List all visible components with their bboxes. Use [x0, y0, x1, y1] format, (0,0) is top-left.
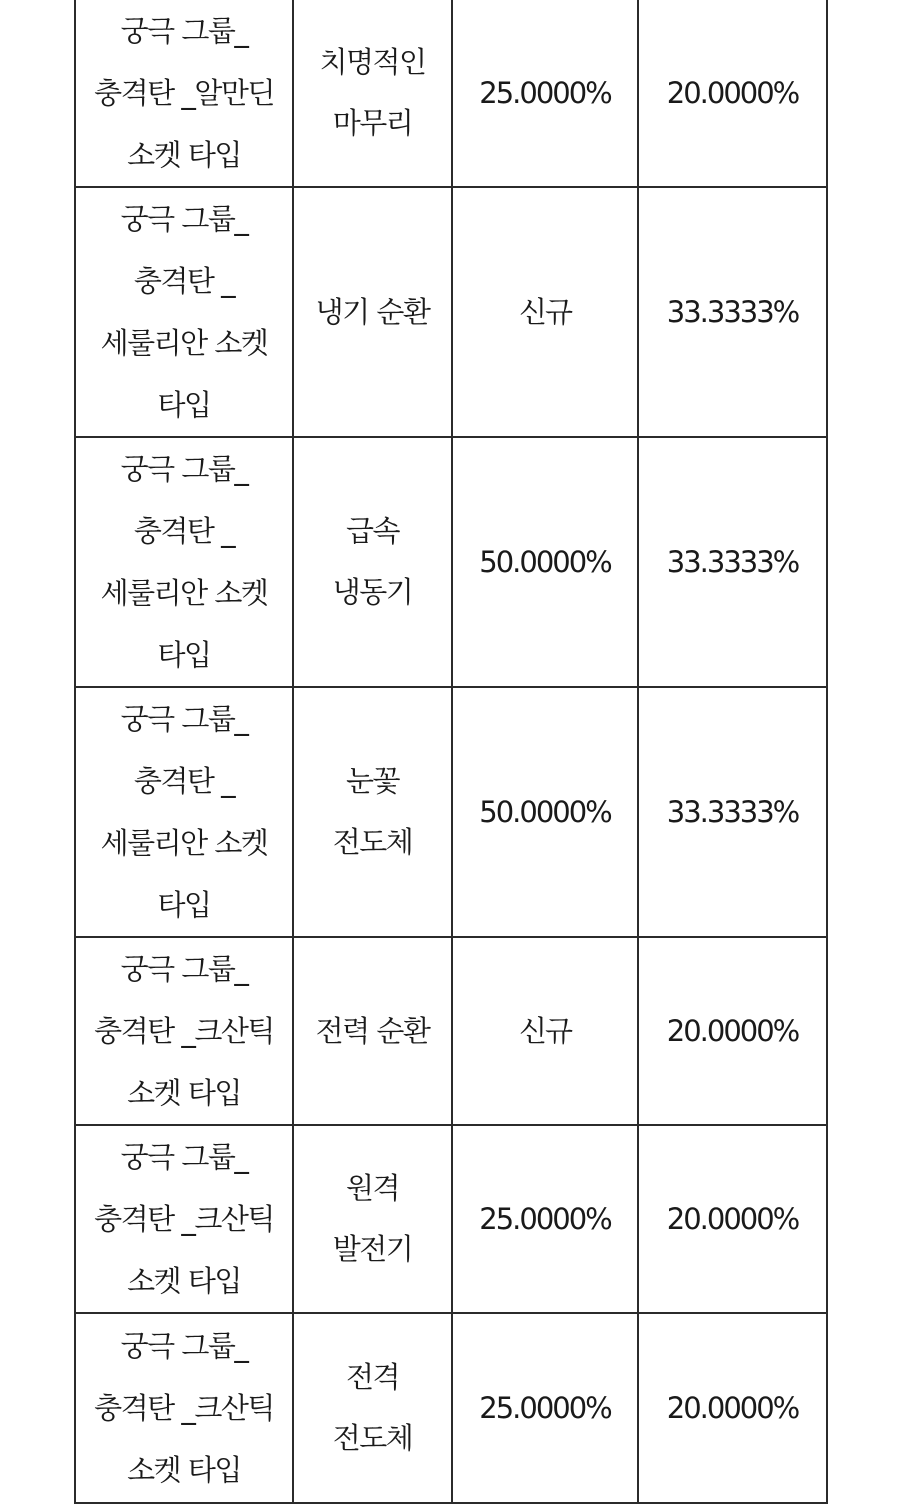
item-group-text: 궁극 그룹_ 충격탄 _알만딘 소켓 타입 [94, 14, 274, 172]
item-group-cell [75, 1125, 293, 1313]
table-row [75, 437, 827, 687]
option-name-cell [293, 937, 452, 1125]
item-group-text: 궁극 그룹_ 충격탄 _크산틱 소켓 타입 [94, 1329, 274, 1487]
probability-a-cell: 25.0000% [452, 0, 638, 187]
option-name-text: 급속 냉동기 [332, 514, 413, 609]
item-group-text: 궁극 그룹_ 충격탄 _크산틱 소켓 타입 [94, 1140, 274, 1298]
option-name-text: 냉기 순환 [315, 294, 430, 329]
probability-a-cell: 신규 [452, 937, 638, 1125]
option-name-cell [293, 1125, 452, 1313]
table-row [75, 937, 827, 1125]
option-name-text: 전격 전도체 [332, 1360, 413, 1455]
item-group-cell [75, 0, 293, 187]
probability-a-cell: 25.0000% [452, 1313, 638, 1503]
table-row [75, 1125, 827, 1313]
option-name-cell [293, 1313, 452, 1503]
item-group-cell [75, 187, 293, 437]
probability-table [74, 0, 828, 1504]
probability-b-cell: 20.0000% [638, 1125, 827, 1313]
probability-b-cell: 20.0000% [638, 937, 827, 1125]
probability-b-cell: 33.3333% [638, 437, 827, 687]
item-group-text: 궁극 그룹_ 충격탄 _크산틱 소켓 타입 [94, 952, 274, 1110]
option-name-text: 치명적인 마무리 [319, 45, 426, 140]
option-name-cell [293, 187, 452, 437]
probability-b-cell: 33.3333% [638, 687, 827, 937]
option-name-cell [293, 437, 452, 687]
item-group-cell [75, 1313, 293, 1503]
option-name-cell [293, 687, 452, 937]
option-name-text: 눈꽃 전도체 [332, 764, 413, 859]
option-name-cell [293, 0, 452, 187]
table-row [75, 687, 827, 937]
probability-b-cell: 20.0000% [638, 1313, 827, 1503]
item-group-cell [75, 437, 293, 687]
item-group-text: 궁극 그룹_ 충격탄 _ 세룰리안 소켓 타입 [100, 702, 268, 922]
item-group-cell [75, 687, 293, 937]
probability-b-cell: 20.0000% [638, 0, 827, 187]
item-group-text: 궁극 그룹_ 충격탄 _ 세룰리안 소켓 타입 [100, 452, 268, 672]
probability-a-cell: 신규 [452, 187, 638, 437]
probability-a-cell: 25.0000% [452, 1125, 638, 1313]
table-row [75, 1313, 827, 1503]
table-row [75, 187, 827, 437]
probability-b-cell: 33.3333% [638, 187, 827, 437]
table-row [75, 0, 827, 187]
option-name-text: 원격 발전기 [332, 1171, 413, 1266]
item-group-cell [75, 937, 293, 1125]
probability-a-cell: 50.0000% [452, 687, 638, 937]
probability-a-cell: 50.0000% [452, 437, 638, 687]
option-name-text: 전력 순환 [315, 1013, 430, 1048]
item-group-text: 궁극 그룹_ 충격탄 _ 세룰리안 소켓 타입 [100, 202, 268, 422]
